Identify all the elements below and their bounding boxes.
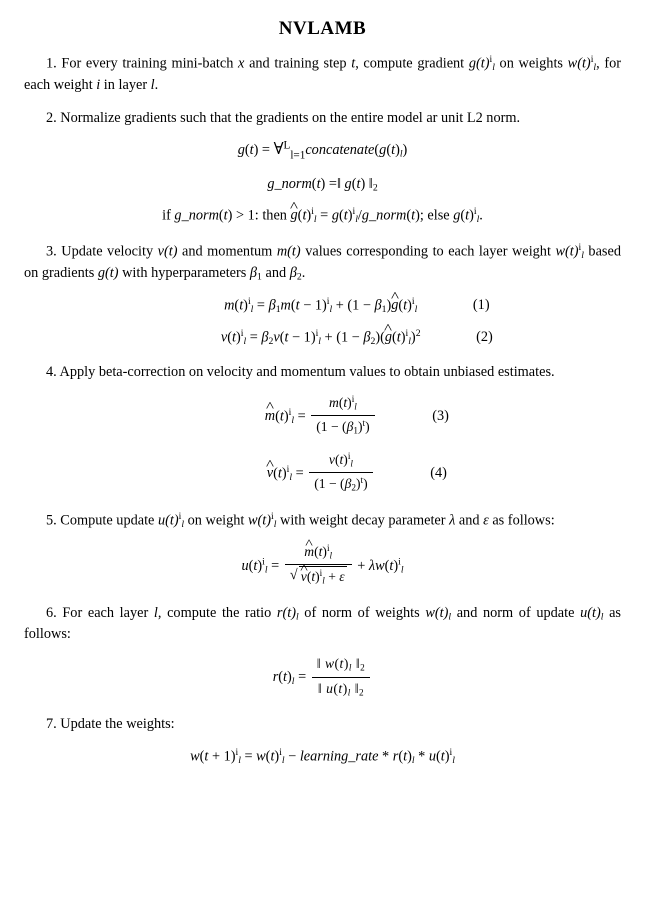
paragraph-step-6: 6. For each layer l, compute the ratio $r(t)_l$ of norm of weights $w(t)_l$ and norm of update $u(t)_l$ as follows: — [24, 604, 621, 643]
step-1-text-c: , compute gradient — [355, 55, 465, 72]
equation-velocity-corrected: ^ $v(t)^i_l$ = $\frac{v(t)^i_l}{(1 - (\beta_2)^t)}$ (4) — [24, 451, 621, 497]
paragraph-step-3: 3. Update velocity v(t) and momentum m(t) values corresponding to each layer weight $w(t)^i_l$ based on gradients g(t) with hyperparameters $\beta_1$ and $\beta_2$. — [24, 241, 621, 283]
equation-velocity: $v(t)^i_l = \beta_2v(t - 1)^i_l + (1$ − $\beta_2)(\^{}$ $g(t)^i_l)^2$ (2) — [24, 327, 621, 350]
equation-update: $u(t)^i_l$ = ^ $m(t)^i_l$ √ ^ $v(t)^i_l + \varepsilon$ + $\lambda w(t)^i_l$ — [24, 543, 621, 590]
symbol-beta1: β — [249, 264, 258, 281]
symbol-r-t: r(t) — [276, 604, 296, 621]
symbol-l: l — [150, 76, 155, 93]
step-6-text-b: , compute the ratio — [157, 604, 277, 621]
step-1-text-a: 1. For every training mini-batch — [46, 55, 239, 72]
symbol-u-t: u(t) — [157, 512, 179, 529]
equation-g-norm: g_norm(t) =‖ g(t) $‖_2$ — [267, 175, 378, 194]
step-5-text-d: and — [455, 512, 484, 529]
symbol-g-t: g(t) — [468, 55, 490, 72]
step-6-text-e: as follows: — [24, 604, 621, 643]
symbol-w-t-3: w(t) — [555, 242, 579, 259]
paragraph-step-7: 7. Update the weights: — [46, 716, 175, 733]
symbol-w-t: w(t) — [567, 55, 591, 72]
paragraph-step-2: 2. Normalize gradients such that the gradients on the entire model ar unit L2 norm. — [46, 110, 521, 127]
step-1-text-f: in layer — [100, 76, 151, 93]
step-3-text-a: 3. Update velocity — [46, 242, 158, 259]
paragraph-step-5: 5. Compute update $u(t)^i_l$ on weight $w(t)^i_l$ with weight decay parameter λ and ε as follows: — [46, 510, 555, 530]
symbol-t: t — [351, 55, 356, 72]
step-1-text-e: , for each weight — [24, 55, 621, 93]
step-6-text-c: of norm of weights — [298, 604, 426, 621]
step-1-text-b: and training step — [244, 55, 352, 72]
step-3-text-b: and momentum — [177, 242, 277, 259]
symbol-x: x — [238, 55, 245, 72]
step-1-text-end: . — [154, 76, 159, 93]
equation-momentum: $m(t)^i_l = \beta_1m(t - 1)^i_l + (1$ − $\beta_1)\^{}$ $g(t)^i_l$ (1) — [24, 295, 621, 318]
symbol-i: i — [96, 76, 101, 93]
step-6-text-d: and norm of update — [451, 604, 581, 621]
symbol-g-t-3: g(t) — [97, 264, 119, 281]
symbol-m-t: m(t) — [276, 242, 301, 259]
equation-momentum-corrected: ^ $m(t)^i_l$ = $\frac{m(t)^i_l}{(1 - (\beta_1)^t)}$ (3) — [24, 394, 621, 440]
symbol-lambda: λ — [449, 512, 456, 529]
step-3-text-d: based on gradients — [24, 242, 621, 281]
step-3-text-c: values corresponding to each layer weight — [300, 242, 556, 259]
symbol-beta2: β — [289, 264, 297, 281]
step-5-text-a: 5. Compute update — [46, 512, 158, 529]
equation-weight-update: $w(t + 1)^i_l = w(t)^i_l$ − learning_rate * $r(t)_l * u(t)^i_l$ — [190, 746, 455, 766]
symbol-v-t: v(t) — [157, 242, 178, 259]
step-5-text-b: on weight — [184, 512, 248, 529]
step-3-text-f: and — [261, 264, 290, 281]
equation-norm-condition: if g_norm(t) > 1: then ^ $g(t)^i_l$ = $g(t)^i_l/g\_norm(t)$; else $g(t)^i_l$. — [24, 205, 621, 228]
symbol-w-t-5: w(t) — [247, 512, 272, 529]
symbol-w-t-6: w(t) — [425, 604, 449, 621]
step-1-text-d: on weights — [494, 55, 568, 72]
step-3-text-end: . — [301, 264, 306, 281]
equation-concatenate: $g(t) = \forall^L_{l=1}concatenate(g(t)_l)$ — [237, 139, 408, 162]
step-5-text-c: with weight decay parameter — [276, 512, 450, 529]
equation-ratio: $r(t)_l$ = $\frac{‖ w(t)_l ‖_2}{‖ u(t)_l ‖_2}$ — [24, 655, 621, 701]
paper-page — [0, 18, 645, 911]
symbol-epsilon: ε — [483, 512, 489, 529]
paragraph-step-1: 1. For every training mini-batch x and training step t, compute gradient $g(t)^i_l$ on weights $w(t)^i_l$, for each weight i in layer l. — [24, 54, 621, 93]
page-title: NVLAMB — [278, 18, 367, 39]
symbol-l-6: l — [153, 604, 158, 621]
step-6-text-a: 6. For each layer — [46, 604, 154, 621]
paragraph-step-4: 4. Apply beta-correction on velocity and momentum values to obtain unbiased estimates. — [46, 364, 555, 381]
step-5-text-e: as follows: — [488, 512, 555, 529]
symbol-u-t-6: u(t) — [580, 604, 601, 621]
step-3-text-e: with hyperparameters — [118, 264, 250, 281]
